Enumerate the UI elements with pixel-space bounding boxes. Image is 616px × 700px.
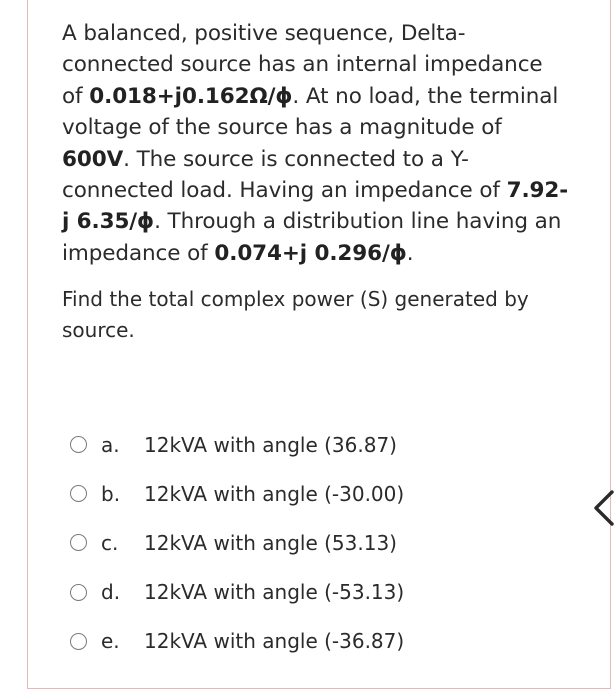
question-prompt bbox=[62, 284, 572, 346]
option-letter: a. bbox=[101, 432, 120, 457]
answer-option-d[interactable] bbox=[70, 568, 550, 617]
option-text[interactable]: 12kVA with angle (-36.87) bbox=[144, 629, 405, 654]
question-line bbox=[62, 238, 572, 269]
option-letter: c. bbox=[101, 530, 119, 555]
radio-button[interactable] bbox=[70, 584, 87, 601]
question-text-segment: connected source has an internal impedance bbox=[62, 52, 543, 78]
question-line bbox=[62, 144, 572, 175]
answer-option-b[interactable] bbox=[70, 469, 550, 518]
option-letter: d. bbox=[101, 580, 121, 605]
load-impedance-value: 7.92- bbox=[506, 178, 569, 204]
option-letter: b. bbox=[101, 481, 121, 506]
question-line bbox=[62, 81, 572, 112]
question-text-segment: voltage of the source has a magnitude of bbox=[62, 115, 502, 141]
question-text-segment: . The source is connected to a Y- bbox=[123, 146, 469, 172]
radio-button[interactable] bbox=[70, 633, 87, 650]
option-text[interactable]: 12kVA with angle (53.13) bbox=[144, 530, 397, 555]
answer-options bbox=[70, 420, 550, 666]
question-line bbox=[62, 18, 572, 49]
line-impedance-value: 0.074+j 0.296/ϕ bbox=[214, 240, 407, 266]
question-text-segment: . At no load, the terminal bbox=[292, 83, 559, 109]
question-line bbox=[62, 175, 572, 206]
radio-button[interactable] bbox=[70, 534, 87, 551]
option-text[interactable]: 12kVA with angle (36.87) bbox=[144, 432, 397, 457]
question-text bbox=[62, 18, 572, 269]
load-impedance-value: j 6.35/ϕ bbox=[62, 209, 155, 235]
question-text-segment: A balanced, positive sequence, Delta- bbox=[62, 21, 466, 46]
option-text[interactable]: 12kVA with angle (-53.13) bbox=[144, 580, 405, 605]
question-text-segment: . bbox=[406, 240, 414, 266]
terminal-voltage-value: 600V bbox=[62, 146, 124, 172]
answer-option-c[interactable] bbox=[70, 518, 550, 567]
question-text-segment: impedance of bbox=[62, 240, 215, 266]
question-line bbox=[62, 206, 572, 237]
question-text-segment: connected load. Having an impedance of bbox=[62, 178, 507, 204]
chevron-left-icon[interactable] bbox=[590, 486, 616, 530]
question-text-segment: of bbox=[62, 83, 90, 109]
question-line bbox=[62, 49, 572, 80]
radio-button[interactable] bbox=[70, 436, 87, 453]
question-line bbox=[62, 112, 572, 143]
prompt-line: Find the total complex power (S) generated by bbox=[62, 287, 529, 311]
radio-button[interactable] bbox=[70, 485, 87, 502]
answer-option-e[interactable] bbox=[70, 617, 550, 666]
answer-option-a[interactable] bbox=[70, 420, 550, 469]
prompt-line: source. bbox=[62, 318, 135, 342]
option-text[interactable]: 12kVA with angle (-30.00) bbox=[144, 481, 405, 506]
question-text-segment: . Through a distribution line having an bbox=[154, 209, 562, 235]
source-impedance-value: 0.018+j0.162Ω/ϕ bbox=[89, 83, 293, 109]
option-letter: e. bbox=[101, 629, 120, 654]
